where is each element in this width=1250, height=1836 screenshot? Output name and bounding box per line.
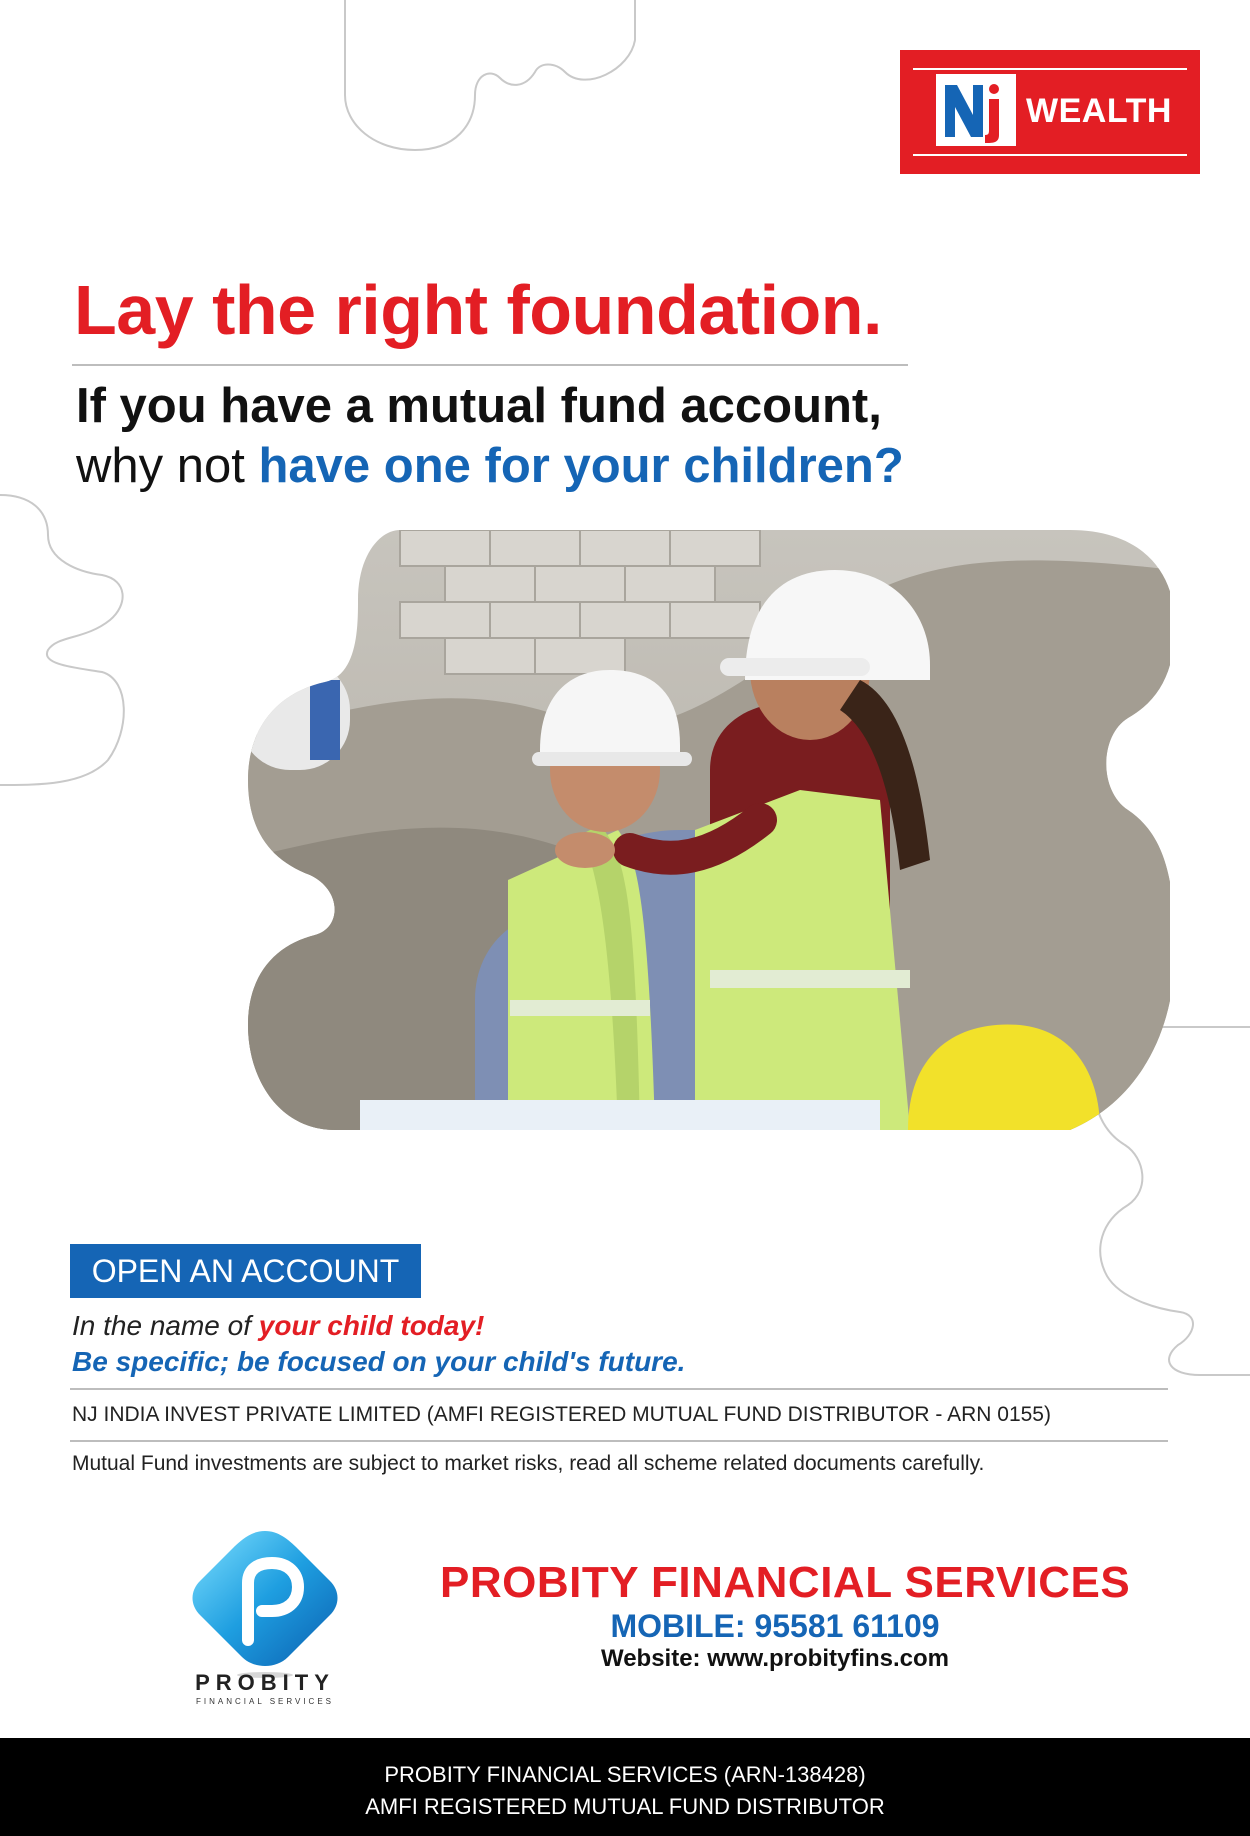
divider-middle: [70, 1440, 1168, 1442]
open-account-button[interactable]: OPEN AN ACCOUNT: [70, 1244, 421, 1298]
nj-wealth-logo: [900, 50, 1200, 174]
headline: Lay the right foundation.: [74, 271, 882, 349]
probity-logo-subtitle: FINANCIAL SERVICES: [195, 1697, 335, 1706]
subheadline-highlight: have one for your children?: [258, 439, 904, 493]
subheadline-plain: why not: [76, 439, 259, 493]
risk-disclaimer: Mutual Fund investments are subject to market risks, read all scheme related documents carefully.: [72, 1452, 985, 1475]
tagline-future: Be specific; be focused on your child's future.: [72, 1346, 686, 1377]
tagline-plain: In the name of: [72, 1310, 259, 1341]
logo-wordmark: WEALTH: [1026, 92, 1172, 130]
footer-line-1: PROBITY FINANCIAL SERVICES (ARN-138428): [384, 1762, 866, 1787]
footer-line-2: AMFI REGISTERED MUTUAL FUND DISTRIBUTOR: [365, 1794, 885, 1819]
probity-logo-name: PROBITY: [195, 1670, 335, 1695]
website-link[interactable]: Website: www.probityfins.com: [600, 1645, 950, 1672]
tagline-child: [72, 1310, 484, 1342]
headline-divider: [72, 364, 908, 366]
nj-monogram: [936, 74, 1016, 146]
children-in-safety-helmets-photo: [240, 530, 1170, 1130]
tagline-highlight: your child today!: [258, 1310, 485, 1341]
distributor-disclosure: NJ INDIA INVEST PRIVATE LIMITED (AMFI REGISTERED MUTUAL FUND DISTRIBUTOR - ARN 0155): [72, 1403, 1051, 1426]
company-name: PROBITY FINANCIAL SERVICES: [440, 1558, 1131, 1607]
mobile-number: MOBILE: 95581 61109: [610, 1608, 940, 1644]
subheadline-line-2: [76, 438, 904, 494]
subheadline-line-1: If you have a mutual fund account,: [76, 379, 882, 433]
divider-top: [70, 1388, 1168, 1390]
footer-bar: [0, 1738, 1250, 1836]
nj-monogram-icon: [939, 77, 1013, 143]
